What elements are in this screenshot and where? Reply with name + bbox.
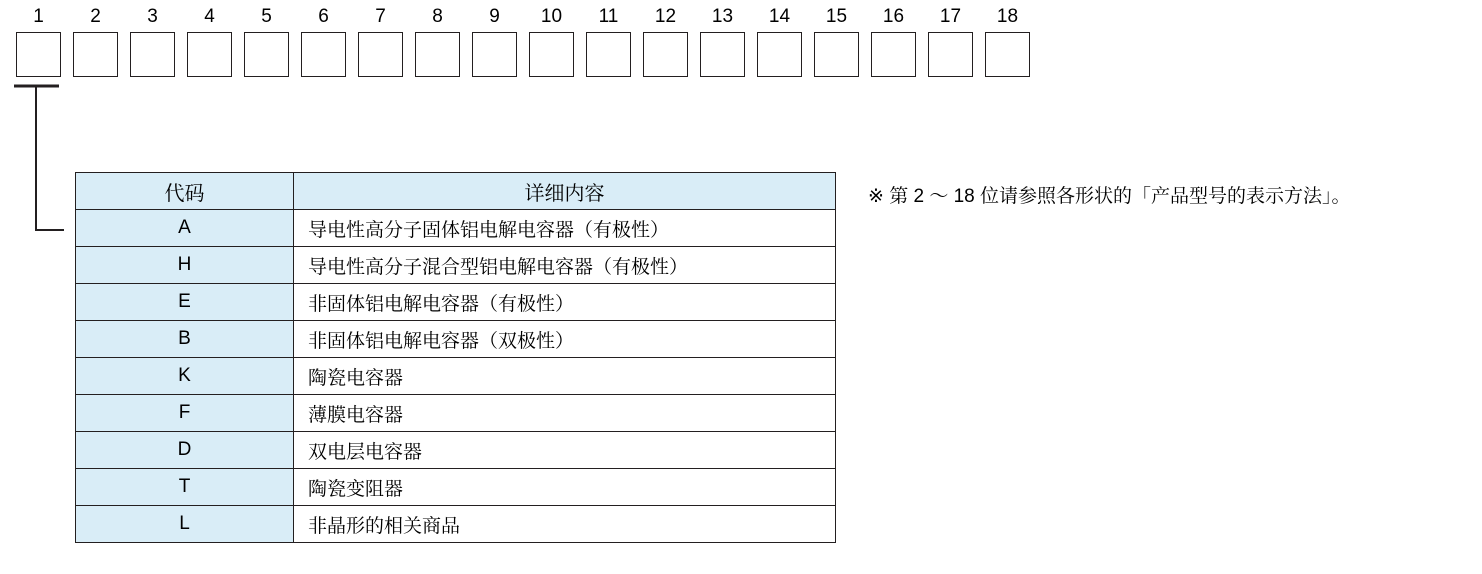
table-row (76, 432, 836, 469)
column-header-code: 代码 (76, 173, 294, 210)
digit-cell-10 (523, 6, 580, 77)
digit-number-label: 8 (432, 6, 443, 27)
cell-code: B (76, 321, 294, 358)
pointer-bracket (12, 83, 64, 233)
cell-code: D (76, 432, 294, 469)
column-header-description: 详细内容 (294, 173, 836, 210)
table-header (76, 173, 836, 210)
table-row (76, 284, 836, 321)
digit-number-label: 13 (711, 6, 734, 27)
table-row (76, 395, 836, 432)
digit-box-8[interactable] (415, 32, 460, 77)
cell-description: 陶瓷变阻器 (294, 469, 836, 506)
digit-box-10[interactable] (529, 32, 574, 77)
digit-cell-4 (181, 6, 238, 77)
table-row (76, 247, 836, 284)
cell-description: 导电性高分子混合型铝电解电容器（有极性） (294, 247, 836, 284)
cell-code: T (76, 469, 294, 506)
digit-box-16[interactable] (871, 32, 916, 77)
digit-box-5[interactable] (244, 32, 289, 77)
cell-description: 非固体铝电解电容器（双极性） (294, 321, 836, 358)
digit-number-label: 15 (825, 6, 848, 27)
digit-box-12[interactable] (643, 32, 688, 77)
digit-box-18[interactable] (985, 32, 1030, 77)
digit-number-label: 4 (204, 6, 215, 27)
cell-code: K (76, 358, 294, 395)
cell-code: E (76, 284, 294, 321)
digit-box-14[interactable] (757, 32, 802, 77)
digit-positions-row (10, 6, 1036, 77)
digit-box-9[interactable] (472, 32, 517, 77)
digit-cell-5 (238, 6, 295, 77)
digit-box-4[interactable] (187, 32, 232, 77)
table-header-row (76, 173, 836, 210)
digit-cell-14 (751, 6, 808, 77)
cell-description: 非固体铝电解电容器（有极性） (294, 284, 836, 321)
digit-box-7[interactable] (358, 32, 403, 77)
digit-cell-8 (409, 6, 466, 77)
cell-description: 薄膜电容器 (294, 395, 836, 432)
digit-number-label: 10 (540, 6, 563, 27)
table-row (76, 506, 836, 543)
digit-number-label: 14 (768, 6, 791, 27)
digit-number-label: 2 (90, 6, 101, 27)
digit-number-label: 12 (654, 6, 677, 27)
cell-code: L (76, 506, 294, 543)
table-row (76, 358, 836, 395)
digit-number-label: 9 (489, 6, 500, 27)
digit-number-label: 1 (33, 6, 44, 27)
table-row (76, 469, 836, 506)
digit-cell-9 (466, 6, 523, 77)
table-row (76, 321, 836, 358)
cell-code: H (76, 247, 294, 284)
digit-box-11[interactable] (586, 32, 631, 77)
digit-cell-18 (979, 6, 1036, 77)
cell-description: 导电性高分子固体铝电解电容器（有极性） (294, 210, 836, 247)
digit-cell-11 (580, 6, 637, 77)
digit-number-label: 17 (939, 6, 962, 27)
digit-cell-2 (67, 6, 124, 77)
digit-number-label: 6 (318, 6, 329, 27)
digit-box-17[interactable] (928, 32, 973, 77)
digit-cell-17 (922, 6, 979, 77)
digit-cell-7 (352, 6, 409, 77)
digit-number-label: 3 (147, 6, 158, 27)
cell-code: A (76, 210, 294, 247)
digit-cell-6 (295, 6, 352, 77)
digit-number-label: 7 (375, 6, 386, 27)
code-description-table (75, 172, 836, 543)
digit-cell-12 (637, 6, 694, 77)
digit-number-label: 11 (598, 6, 619, 27)
cell-code: F (76, 395, 294, 432)
cell-description: 陶瓷电容器 (294, 358, 836, 395)
digit-cell-1 (10, 6, 67, 77)
reference-note: ※ 第 2 〜 18 位请参照各形状的「产品型号的表示方法」。 (868, 186, 1351, 207)
digit-number-label: 5 (261, 6, 272, 27)
digit-number-label: 16 (882, 6, 905, 27)
digit-cell-16 (865, 6, 922, 77)
digit-box-2[interactable] (73, 32, 118, 77)
table-body (76, 210, 836, 543)
digit-box-6[interactable] (301, 32, 346, 77)
digit-box-13[interactable] (700, 32, 745, 77)
digit-box-1[interactable] (16, 32, 61, 77)
digit-cell-15 (808, 6, 865, 77)
digit-cell-3 (124, 6, 181, 77)
digit-box-3[interactable] (130, 32, 175, 77)
cell-description: 非晶形的相关商品 (294, 506, 836, 543)
cell-description: 双电层电容器 (294, 432, 836, 469)
digit-number-label: 18 (996, 6, 1019, 27)
table-row (76, 210, 836, 247)
digit-box-15[interactable] (814, 32, 859, 77)
digit-cell-13 (694, 6, 751, 77)
